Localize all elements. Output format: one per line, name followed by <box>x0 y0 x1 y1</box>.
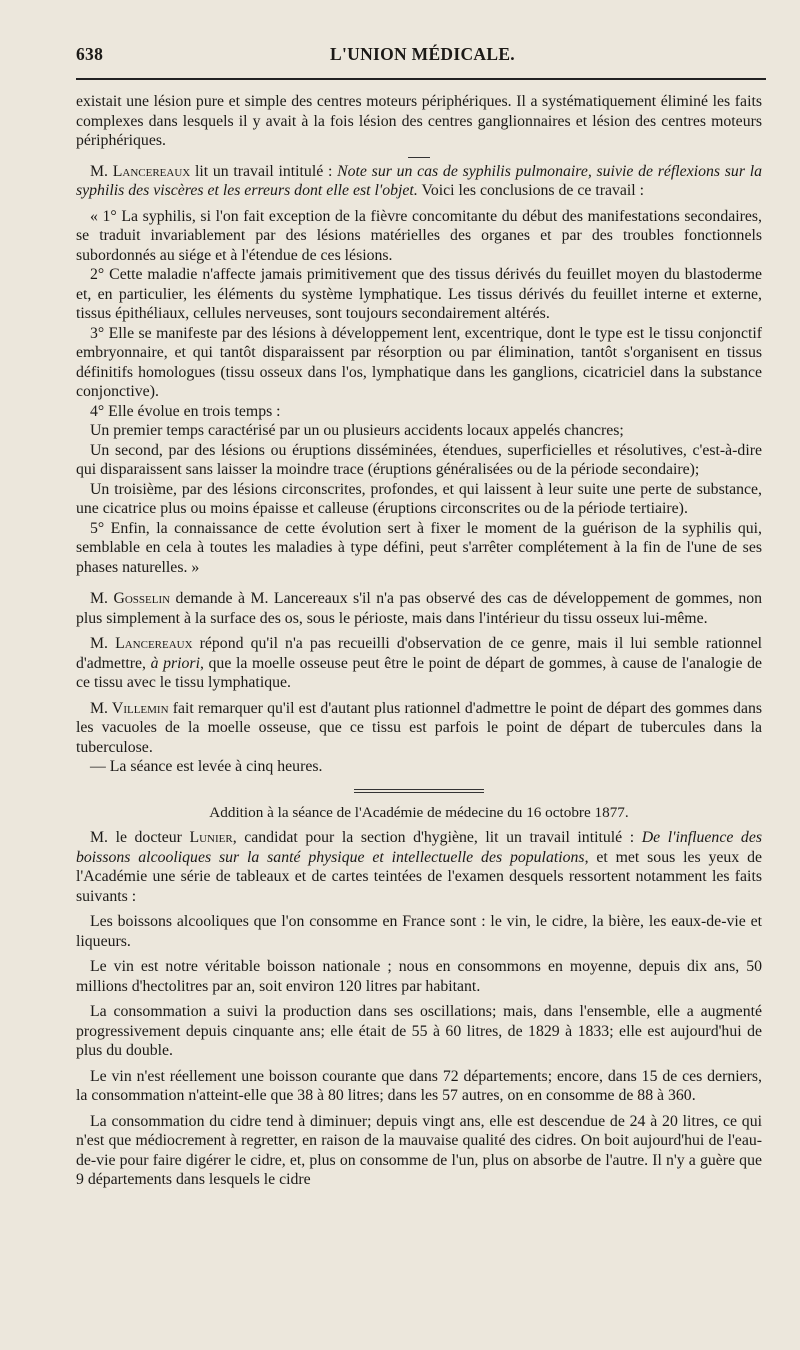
paragraph: M. Villemin fait remarquer qu'il est d'autant plus rationnel d'admettre le point de départ des gommes dans les vacuoles de la moelle osseuse, que ce tissu est parfois le point de départ de tubercules dans la tuberculose. <box>76 699 762 756</box>
speaker-name: M. Villemin <box>90 699 169 717</box>
paragraph: Le vin n'est réellement une boisson courante que dans 72 départements; encore, dans 15 de ces derniers, la consommation n'atteint-elle que 38 à 80 litres; dans les 57 autres, on en consomme de 88 à 360. <box>76 1067 762 1104</box>
header-rule <box>76 78 766 80</box>
article-body <box>76 92 762 1190</box>
work-title: De l'influence des boissons alcooliques sur la santé physique et intellectuelle des populations <box>76 829 762 866</box>
paragraph: 4° Elle évolue en trois temps : <box>90 402 281 420</box>
page-header <box>76 44 776 74</box>
work-title: Note sur un cas de syphilis pulmonaire, suivie de réflexions sur la syphilis des viscères et les erreurs dont elle est l'objet. <box>76 162 762 199</box>
paragraph: « 1° La syphilis, si l'on fait exception de la fièvre concomitante du début des manifestations secondaires, se traduit invariablement par des lésions matérielles des organes et par des troubles fonctionnels subordonnés au siége et à l'étendue de ces lésions. <box>76 207 762 264</box>
paragraph: Le vin est notre véritable boisson nationale ; nous en consommons en moyenne, depuis dix ans, 50 millions d'hectolitres par an, soit environ 120 litres par habitant. <box>76 958 762 995</box>
speaker-name: M. Lancereaux <box>90 635 193 652</box>
paragraph: — La séance est levée à cinq heures. <box>90 758 323 775</box>
paragraph: 2° Cette maladie n'affecte jamais primitivement que des tissus dérivés du feuillet moyen du blastoderme et, en particulier, les éléments du système lymphatique. Les tissus dérivés du feuillet interne et externe, tissus épithéliaux, cellules nerveuses, sont toujours secondairement altérés. <box>76 266 762 322</box>
running-title: L'UNION MÉDICALE. <box>330 44 515 64</box>
paragraph: Un premier temps caractérisé par un ou plusieurs accidents locaux appelés chancres; <box>90 422 624 439</box>
paragraph: 3° Elle se manifeste par des lésions à développement lent, excentrique, dont le type est le tissu conjonctif embryonnaire, et qui tantôt disparaissent par résorption ou par élimination, tantôt s'organisent en tissus définitifs homologues (tissu osseux dans l'os, lymphatique dans les ganglions, cicatriciel dans la substance conjonctive). <box>76 324 762 400</box>
paragraph: Les boissons alcooliques que l'on consomme en France sont : le vin, le cidre, la bière, les eaux-de-vie et liqueurs. <box>76 913 762 950</box>
paragraph: Un second, par des lésions ou éruptions disséminées, étendues, superficielles et résolutives, c'est-à-dire qui disparaissent sans laisser la moindre trace (éruptions généralisées ou de la période secondaire); <box>76 441 762 478</box>
speaker-name: M. Gosselin <box>90 590 171 607</box>
speaker-name: M. Lancereaux <box>90 162 191 180</box>
section-divider <box>354 789 484 793</box>
paragraph: existait une lésion pure et simple des centres moteurs périphériques. Il a systématiquement éliminé les faits complexes dans lesquels il y avait à la fois lésion des centres ganglionnaires et lésion des centres moteurs périphériques. <box>76 93 762 149</box>
page-number: 638 <box>76 44 104 64</box>
paragraph: M. Lancereaux lit un travail intitulé : Note sur un cas de syphilis pulmonaire, suivie de réflexions sur la syphilis des viscères et les erreurs dont elle est l'objet. Voici les conclusions de ce travail : <box>76 162 762 199</box>
speaker-name: Lunier <box>189 829 233 846</box>
paragraph: Un troisième, par des lésions circonscrites, profondes, et qui laissent à leur suite une perte de substance, une cicatrice plus ou moins épaisse et calleuse (éruptions circonscrites ou de la période tertiaire). <box>76 480 762 517</box>
paragraph: La consommation a suivi la production dans ses oscillations; mais, dans l'ensemble, elle a augmenté progressivement depuis cinquante ans; elle était de 55 à 60 litres, de 1829 à 1833; elle est aujourd'hui de plus du double. <box>76 1003 762 1059</box>
paragraph: M. le docteur Lunier, candidat pour la section d'hygiène, lit un travail intitulé : De l'influence des boissons alcooliques sur la santé physique et intellectuelle des populations, et met sous les yeux de l'Académie une série de tableaux et de cartes teintées de l'examen desquels ressortent notamment les faits suivants : <box>76 829 762 905</box>
separator-rule <box>408 157 430 158</box>
paragraph: M. Lancereaux répond qu'il n'a pas recueilli d'observation de ce genre, mais il lui semble rationnel d'admettre, à priori, que la moelle osseuse peut être le point de départ de gommes, à cause de l'analogie de ce tissu avec le tissu lymphatique. <box>76 635 763 691</box>
paragraph: La consommation du cidre tend à diminuer; depuis vingt ans, elle est descendue de 24 à 20 litres, ce qui n'est que médiocrement à regretter, en raison de la mauvaise qualité des cidres. On boit aujourd'hui de l'eau-de-vie pour faire digérer le cidre, et, plus on consomme de l'un, plus on absorbe de l'autre. Il n'y a guère que 9 départements dans lesquels le cidre <box>76 1112 762 1188</box>
paragraph: M. Gosselin demande à M. Lancereaux s'il n'a pas observé des cas de développement de gommes, non plus simplement à la surface des os, sous le périoste, mais dans l'intérieur du tissu osseux lui-même. <box>76 590 763 627</box>
paragraph: 5° Enfin, la connaissance de cette évolution sert à fixer le moment de la guérison de la syphilis qui, semblable en cela à toutes les maladies à type défini, peut s'arrêter complétement à la fin de l'une de ses phases naturelles. » <box>76 519 762 576</box>
section-title: Addition à la séance de l'Académie de médecine du 16 octobre 1877. <box>209 803 629 821</box>
